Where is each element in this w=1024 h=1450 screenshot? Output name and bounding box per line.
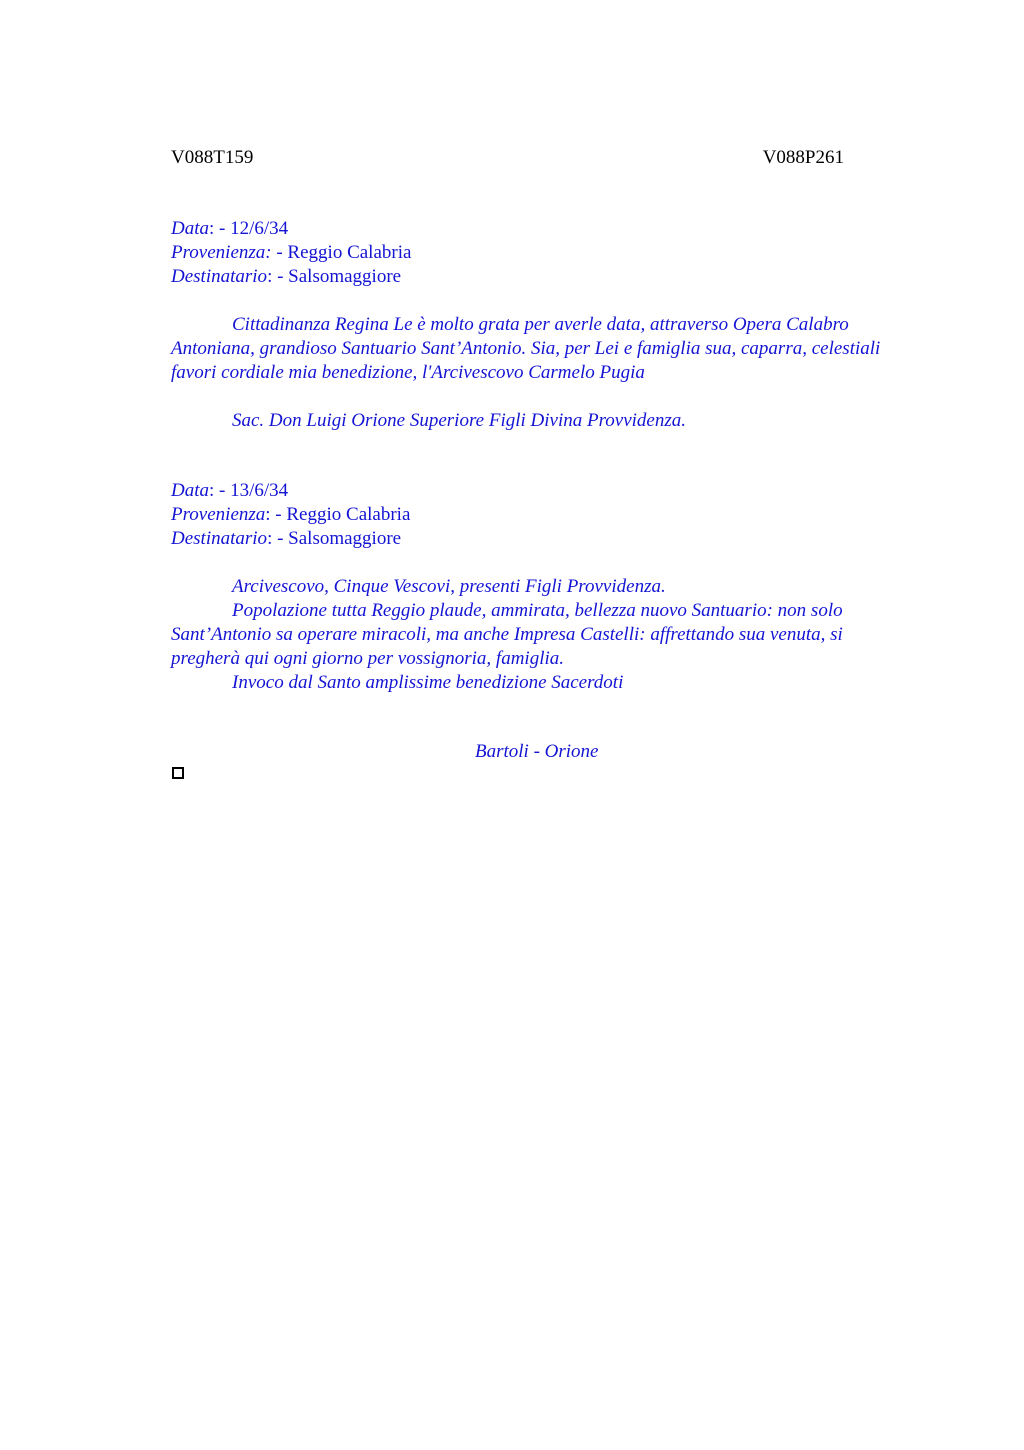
- origin-value: : - Reggio Calabria: [265, 504, 411, 525]
- recipient-line: [171, 527, 906, 551]
- recipient-line: [171, 265, 906, 289]
- origin-line: [171, 241, 906, 265]
- origin-label: Provenienza: [171, 504, 266, 525]
- right-reference-code: V088P261: [762, 147, 844, 168]
- origin-value: - Reggio Calabria: [271, 242, 412, 263]
- telegram-body: Cittadinanza Regina Le è molto grata per averle data, attraverso Opera Calabro Antoniana, grandioso Santuario Sant’Antonio. Sia, per Lei e famiglia sua, caparra, celestiali favori cordiale mia benedizione, l'Arcivescovo Carmelo Pugia: [171, 314, 881, 383]
- date-value: : - 12/6/34: [209, 218, 289, 239]
- telegram-paragraph: Popolazione tutta Reggio plaude, ammirata, bellezza nuovo Santuario: non solo Sant’Antonio sa operare miracoli, ma anche Impresa Castelli: affrettando sua venuta, si pregherà qui ogni giorno per vossignoria, famiglia.: [171, 600, 843, 669]
- origin-line: [171, 503, 906, 527]
- left-reference-code: V088T159: [171, 147, 254, 168]
- telegram-2: [171, 479, 906, 695]
- date-line: [171, 479, 906, 503]
- recipient-value: : - Salsomaggiore: [267, 528, 402, 549]
- recipient-label: Destinatario: [171, 528, 268, 549]
- recipient-label: Destinatario: [171, 266, 268, 287]
- date-label: Data: [171, 218, 209, 239]
- telegram-closing: Sac. Don Luigi Orione Superiore Figli Divina Provvidenza.: [232, 410, 687, 431]
- telegram-paragraph: Arcivescovo, Cinque Vescovi, presenti Figli Provvidenza.: [232, 576, 666, 597]
- telegram-paragraph: Invoco dal Santo amplissime benedizione Sacerdoti: [232, 672, 624, 693]
- recipient-value: : - Salsomaggiore: [267, 266, 402, 287]
- date-line: [171, 217, 906, 241]
- signature: Bartoli - Orione: [475, 741, 599, 762]
- telegram-1: [171, 217, 906, 433]
- checkbox-square[interactable]: [172, 767, 184, 779]
- origin-label: Provenienza:: [171, 242, 272, 263]
- document-header: [171, 146, 844, 170]
- date-value: : - 13/6/34: [209, 480, 289, 501]
- date-label: Data: [171, 480, 209, 501]
